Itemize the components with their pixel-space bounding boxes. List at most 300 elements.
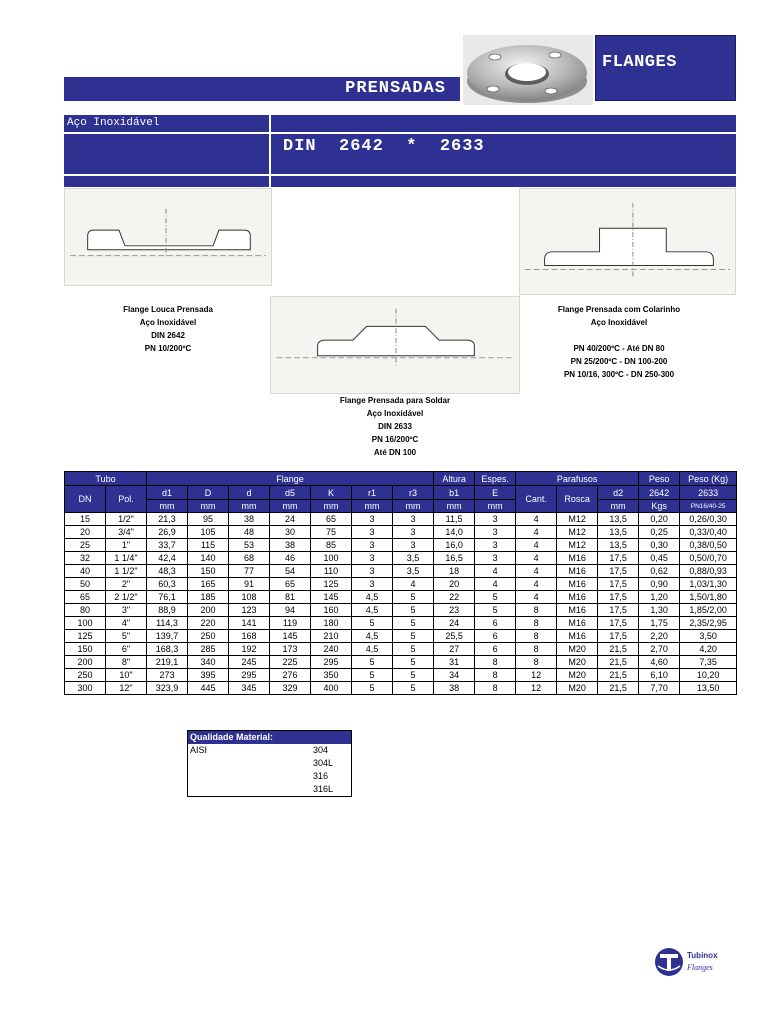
table-cell: 21,5 [598, 643, 639, 656]
table-cell: 25 [65, 539, 106, 552]
table-cell: 26,9 [147, 526, 188, 539]
header-group-espes: Espes. [475, 472, 516, 486]
material-quality-box [187, 730, 352, 797]
table-cell: 17,5 [598, 630, 639, 643]
table-cell: 108 [229, 591, 270, 604]
table-cell: 5 [393, 591, 434, 604]
category-title: FLANGES [602, 53, 677, 72]
table-cell: 91 [229, 578, 270, 591]
table-cell: 295 [311, 656, 352, 669]
table-cell: 125 [65, 630, 106, 643]
table-cell: 323,9 [147, 682, 188, 695]
table-cell: 3 [393, 526, 434, 539]
unit-r1: mm [352, 500, 393, 513]
table-cell: 3 [475, 552, 516, 565]
header-group-altura: Altura [434, 472, 475, 486]
table-cell: 5 [393, 643, 434, 656]
table-cell: 105 [188, 526, 229, 539]
table-cell: 5 [352, 617, 393, 630]
table-cell: 85 [311, 539, 352, 552]
drawing-flange-louca [64, 188, 272, 286]
table-cell: 21,3 [147, 513, 188, 526]
table-row [65, 526, 737, 539]
table-cell: 17,5 [598, 565, 639, 578]
table-cell: 4 [516, 565, 557, 578]
table-cell: 100 [65, 617, 106, 630]
table-cell: M16 [557, 630, 598, 643]
table-cell: 219,1 [147, 656, 188, 669]
header-dn: DN [65, 486, 106, 513]
table-cell: 21,5 [598, 669, 639, 682]
header-r3: r3 [393, 486, 434, 500]
table-cell: 81 [270, 591, 311, 604]
table-cell: 4 [475, 578, 516, 591]
table-cell: 30 [270, 526, 311, 539]
table-cell: 42,4 [147, 552, 188, 565]
table-cell: 7,70 [639, 682, 680, 695]
table-cell: 300 [65, 682, 106, 695]
table-cell: 3 [352, 526, 393, 539]
table-cell: 38 [270, 539, 311, 552]
table-cell: 8 [516, 604, 557, 617]
table-cell: 1,50/1,80 [680, 591, 737, 604]
logo-text-tubinox: Tubinox [687, 951, 718, 960]
table-header-groups [65, 472, 737, 486]
table-cell: M20 [557, 669, 598, 682]
table-cell: 160 [311, 604, 352, 617]
table-cell: 53 [229, 539, 270, 552]
table-cell: 5 [352, 656, 393, 669]
table-cell: 12 [516, 669, 557, 682]
table-cell: 125 [311, 578, 352, 591]
table-cell: M20 [557, 643, 598, 656]
table-cell: 168,3 [147, 643, 188, 656]
table-cell: 5 [393, 656, 434, 669]
table-cell: 329 [270, 682, 311, 695]
table-cell: 250 [188, 630, 229, 643]
table-cell: M16 [557, 591, 598, 604]
table-cell: 168 [229, 630, 270, 643]
table-cell: M16 [557, 552, 598, 565]
table-cell: 4 [516, 591, 557, 604]
table-cell: 145 [270, 630, 311, 643]
table-cell: 8" [106, 656, 147, 669]
table-cell: 4 [516, 578, 557, 591]
table-cell: 6 [475, 617, 516, 630]
table-cell: 12 [516, 682, 557, 695]
table-row [65, 604, 737, 617]
caption-louca [64, 303, 272, 355]
table-cell: 65 [65, 591, 106, 604]
table-cell: 15 [65, 513, 106, 526]
table-cell: 18 [434, 565, 475, 578]
header-b1: b1 [434, 486, 475, 500]
caption-colarinho-line: Flange Prensada com Colarinho [557, 305, 681, 314]
table-cell: 75 [311, 526, 352, 539]
header-d2: d2 [598, 486, 639, 500]
table-cell: 4,5 [352, 591, 393, 604]
header-d5: d5 [270, 486, 311, 500]
unit-d5: mm [270, 500, 311, 513]
logo-mark-icon [653, 946, 685, 978]
table-cell: 22 [434, 591, 475, 604]
caption-louca-line: DIN 2642 [151, 331, 185, 340]
table-cell: 0,45 [639, 552, 680, 565]
table-cell: 276 [270, 669, 311, 682]
header-d: d [229, 486, 270, 500]
table-row [65, 591, 737, 604]
norm-cell-empty [64, 134, 269, 174]
table-cell: M16 [557, 604, 598, 617]
caption-soldar-line: Aço Inoxidável [366, 409, 424, 418]
unit-d: mm [229, 500, 270, 513]
material-cell [64, 115, 269, 132]
caption-soldar [270, 394, 520, 459]
table-cell: 8 [475, 669, 516, 682]
header-D: D [188, 486, 229, 500]
table-cell: 4,5 [352, 604, 393, 617]
table-cell: 24 [270, 513, 311, 526]
table-cell: M12 [557, 526, 598, 539]
table-cell: 5 [393, 669, 434, 682]
header-group-parafusos: Parafusos [516, 472, 639, 486]
table-cell: M20 [557, 682, 598, 695]
table-cell: 17,5 [598, 578, 639, 591]
table-cell: 1,03/1,30 [680, 578, 737, 591]
flange-photo [463, 35, 593, 105]
table-cell: 200 [65, 656, 106, 669]
caption-soldar-line: PN 16/200ºC [371, 435, 419, 444]
table-cell: 4 [516, 526, 557, 539]
caption-louca-line: Aço Inoxidável [139, 318, 197, 327]
table-cell: 2" [106, 578, 147, 591]
caption-louca-line: Flange Louca Prensada [123, 305, 213, 314]
category-title-box [595, 35, 736, 101]
table-cell: 5 [393, 630, 434, 643]
table-cell: 4,20 [680, 643, 737, 656]
header-group-tubo: Tubo [65, 472, 147, 486]
header-group-flange: Flange [147, 472, 434, 486]
table-row [65, 682, 737, 695]
table-cell: 0,50/0,70 [680, 552, 737, 565]
table-cell: 3 [475, 513, 516, 526]
table-cell: 192 [229, 643, 270, 656]
table-row [65, 565, 737, 578]
table-cell: 0,88/0,93 [680, 565, 737, 578]
table-cell: 0,25 [639, 526, 680, 539]
table-cell: 0,62 [639, 565, 680, 578]
table-cell: 14,0 [434, 526, 475, 539]
table-cell: 1" [106, 539, 147, 552]
dimensions-table [64, 471, 737, 695]
table-cell: 3 [352, 552, 393, 565]
table-cell: 173 [270, 643, 311, 656]
subtitle-bar [64, 77, 460, 101]
table-cell: 48 [229, 526, 270, 539]
table-cell: 220 [188, 617, 229, 630]
table-row [65, 656, 737, 669]
norm-row [64, 134, 736, 174]
unit-D: mm [188, 500, 229, 513]
table-cell: 8 [475, 656, 516, 669]
table-cell: M16 [557, 578, 598, 591]
material-standard-label: AISI [190, 745, 208, 755]
table-cell: 16,5 [434, 552, 475, 565]
unit-peso-2633: PN16/40-25 [680, 500, 737, 513]
table-cell: 5 [352, 682, 393, 695]
table-cell: 345 [229, 682, 270, 695]
table-cell: 2,70 [639, 643, 680, 656]
table-cell: 0,33/0,40 [680, 526, 737, 539]
material-grade: 316 [313, 771, 329, 781]
material-label: Aço Inoxidável [67, 117, 160, 129]
material-grade: 304 [313, 745, 329, 755]
spacer-cell-2 [271, 176, 736, 187]
table-cell: M16 [557, 565, 598, 578]
header-peso-2642: 2642 [639, 486, 680, 500]
table-cell: 94 [270, 604, 311, 617]
header-group-peso: Peso [639, 472, 680, 486]
table-cell: 17,5 [598, 617, 639, 630]
caption-colarinho-line: PN 10/16, 300ºC - DN 250-300 [563, 370, 675, 379]
table-cell: 3 [352, 539, 393, 552]
table-cell: 5 [475, 604, 516, 617]
material-cell-empty [271, 115, 736, 132]
table-cell: 3 [393, 539, 434, 552]
table-cell: 6 [475, 643, 516, 656]
table-cell: 77 [229, 565, 270, 578]
table-cell: 185 [188, 591, 229, 604]
material-row [64, 115, 736, 132]
table-cell: 110 [311, 565, 352, 578]
table-cell: 2,35/2,95 [680, 617, 737, 630]
norm-title: DIN 2642 * 2633 [283, 137, 485, 156]
table-cell: 46 [270, 552, 311, 565]
unit-peso-2642: Kgs [639, 500, 680, 513]
table-cell: 3" [106, 604, 147, 617]
table-cell: 165 [188, 578, 229, 591]
table-row [65, 552, 737, 565]
caption-colarinho-line: PN 25/200ºC - DN 100-200 [570, 357, 668, 366]
caption-soldar-line: Flange Prensada para Soldar [339, 396, 451, 405]
table-cell: 3 [475, 539, 516, 552]
table-cell: 4 [516, 513, 557, 526]
table-cell: 0,38/0,50 [680, 539, 737, 552]
header-group-peso-kg: Peso (Kg) [680, 472, 737, 486]
header-pol: Pol. [106, 486, 147, 513]
table-cell: 13,5 [598, 539, 639, 552]
table-cell: 4 [475, 565, 516, 578]
table-cell: 0,30 [639, 539, 680, 552]
table-cell: 119 [270, 617, 311, 630]
logo-text-flanges: Flanges [687, 963, 713, 972]
header-r1: r1 [352, 486, 393, 500]
table-cell: 5 [393, 682, 434, 695]
table-cell: M16 [557, 617, 598, 630]
table-cell: 17,5 [598, 552, 639, 565]
table-cell: M12 [557, 539, 598, 552]
table-cell: 8 [516, 643, 557, 656]
table-cell: 4" [106, 617, 147, 630]
table-cell: 31 [434, 656, 475, 669]
table-cell: 1,85/2,00 [680, 604, 737, 617]
unit-E: mm [475, 500, 516, 513]
table-cell: 21,5 [598, 682, 639, 695]
table-cell: 20 [434, 578, 475, 591]
header-d1: d1 [147, 486, 188, 500]
table-cell: 13,50 [680, 682, 737, 695]
table-cell: 5 [475, 591, 516, 604]
table-cell: 100 [311, 552, 352, 565]
table-cell: 3 [393, 513, 434, 526]
table-cell: 10" [106, 669, 147, 682]
material-quality-row [188, 744, 351, 757]
caption-colarinho-line: Aço Inoxidável [590, 318, 648, 327]
caption-soldar-line: Até DN 100 [373, 448, 417, 457]
table-cell: 200 [188, 604, 229, 617]
table-cell: 139,7 [147, 630, 188, 643]
material-quality-row [188, 783, 351, 796]
spacer-row [64, 176, 736, 187]
table-cell: 4 [393, 578, 434, 591]
table-cell: 3 [352, 565, 393, 578]
table-cell: 1,75 [639, 617, 680, 630]
caption-colarinho-line: PN 40/200ºC - Até DN 80 [573, 344, 665, 353]
table-cell: 13,5 [598, 526, 639, 539]
table-cell: 10,20 [680, 669, 737, 682]
caption-colarinho-line [519, 329, 719, 342]
table-cell: 3 [352, 513, 393, 526]
table-cell: 20 [65, 526, 106, 539]
caption-colarinho [519, 303, 719, 381]
table-cell: 4 [516, 552, 557, 565]
header-rosca: Rosca [557, 486, 598, 513]
table-cell: 6 [475, 630, 516, 643]
table-cell: 2 1/2" [106, 591, 147, 604]
table-cell: 60,3 [147, 578, 188, 591]
table-cell: 0,20 [639, 513, 680, 526]
table-cell: 8 [516, 656, 557, 669]
table-cell: 3,5 [393, 552, 434, 565]
table-cell: 6,10 [639, 669, 680, 682]
table-cell: 24 [434, 617, 475, 630]
table-row [65, 539, 737, 552]
table-cell: 12" [106, 682, 147, 695]
table-cell: 295 [229, 669, 270, 682]
material-quality-title: Qualidade Material: [188, 731, 351, 744]
caption-louca-line: PN 10/200ºC [144, 344, 192, 353]
table-row [65, 669, 737, 682]
norm-cell [271, 134, 736, 174]
table-cell: 114,3 [147, 617, 188, 630]
table-cell: 340 [188, 656, 229, 669]
table-cell: 38 [229, 513, 270, 526]
table-cell: 145 [311, 591, 352, 604]
table-cell: 48,3 [147, 565, 188, 578]
table-cell: 140 [188, 552, 229, 565]
table-cell: 445 [188, 682, 229, 695]
table-cell: 13,5 [598, 513, 639, 526]
table-cell: 95 [188, 513, 229, 526]
table-cell: 400 [311, 682, 352, 695]
table-row [65, 513, 737, 526]
table-cell: 123 [229, 604, 270, 617]
material-grade: 316L [313, 784, 334, 794]
table-cell: 150 [65, 643, 106, 656]
unit-b1: mm [434, 500, 475, 513]
table-cell: 0,26/0,30 [680, 513, 737, 526]
table-header-units [65, 500, 737, 513]
table-cell: 225 [270, 656, 311, 669]
header-peso-2633: 2633 [680, 486, 737, 500]
table-cell: 240 [311, 643, 352, 656]
table-cell: 5" [106, 630, 147, 643]
table-cell: 5 [393, 617, 434, 630]
table-row [65, 630, 737, 643]
table-cell: 68 [229, 552, 270, 565]
material-quality-row [188, 770, 351, 783]
table-cell: 4,60 [639, 656, 680, 669]
table-row [65, 643, 737, 656]
table-cell: 65 [311, 513, 352, 526]
table-cell: 21,5 [598, 656, 639, 669]
spacer-cell-1 [64, 176, 269, 187]
unit-d2: mm [598, 500, 639, 513]
table-cell: 33,7 [147, 539, 188, 552]
table-cell: 0,90 [639, 578, 680, 591]
table-cell: 25,5 [434, 630, 475, 643]
table-cell: 3,50 [680, 630, 737, 643]
table-cell: 250 [65, 669, 106, 682]
table-cell: 88,9 [147, 604, 188, 617]
table-cell: 350 [311, 669, 352, 682]
table-cell: 27 [434, 643, 475, 656]
table-cell: 23 [434, 604, 475, 617]
material-quality-row [188, 757, 351, 770]
table-cell: 3,5 [393, 565, 434, 578]
table-cell: 4,5 [352, 643, 393, 656]
table-cell: 1,20 [639, 591, 680, 604]
table-cell: 245 [229, 656, 270, 669]
table-cell: 5 [393, 604, 434, 617]
table-cell: 76,1 [147, 591, 188, 604]
table-cell: 4,5 [352, 630, 393, 643]
table-cell: 210 [311, 630, 352, 643]
table-row [65, 617, 737, 630]
table-cell: 2,20 [639, 630, 680, 643]
table-cell: 3 [475, 526, 516, 539]
table-cell: 38 [434, 682, 475, 695]
table-cell: 8 [516, 630, 557, 643]
table-cell: 1,30 [639, 604, 680, 617]
material-grade: 304L [313, 758, 334, 768]
table-cell: 141 [229, 617, 270, 630]
table-cell: 6" [106, 643, 147, 656]
table-cell: 395 [188, 669, 229, 682]
table-cell: 17,5 [598, 604, 639, 617]
unit-K: mm [311, 500, 352, 513]
table-cell: 5 [352, 669, 393, 682]
unit-d1: mm [147, 500, 188, 513]
unit-r3: mm [393, 500, 434, 513]
table-header-columns [65, 486, 737, 500]
drawing-flange-soldar [270, 296, 520, 394]
table-body [65, 513, 737, 695]
table-cell: 285 [188, 643, 229, 656]
table-cell: 3 [352, 578, 393, 591]
table-cell: 1 1/4" [106, 552, 147, 565]
table-cell: 3/4" [106, 526, 147, 539]
